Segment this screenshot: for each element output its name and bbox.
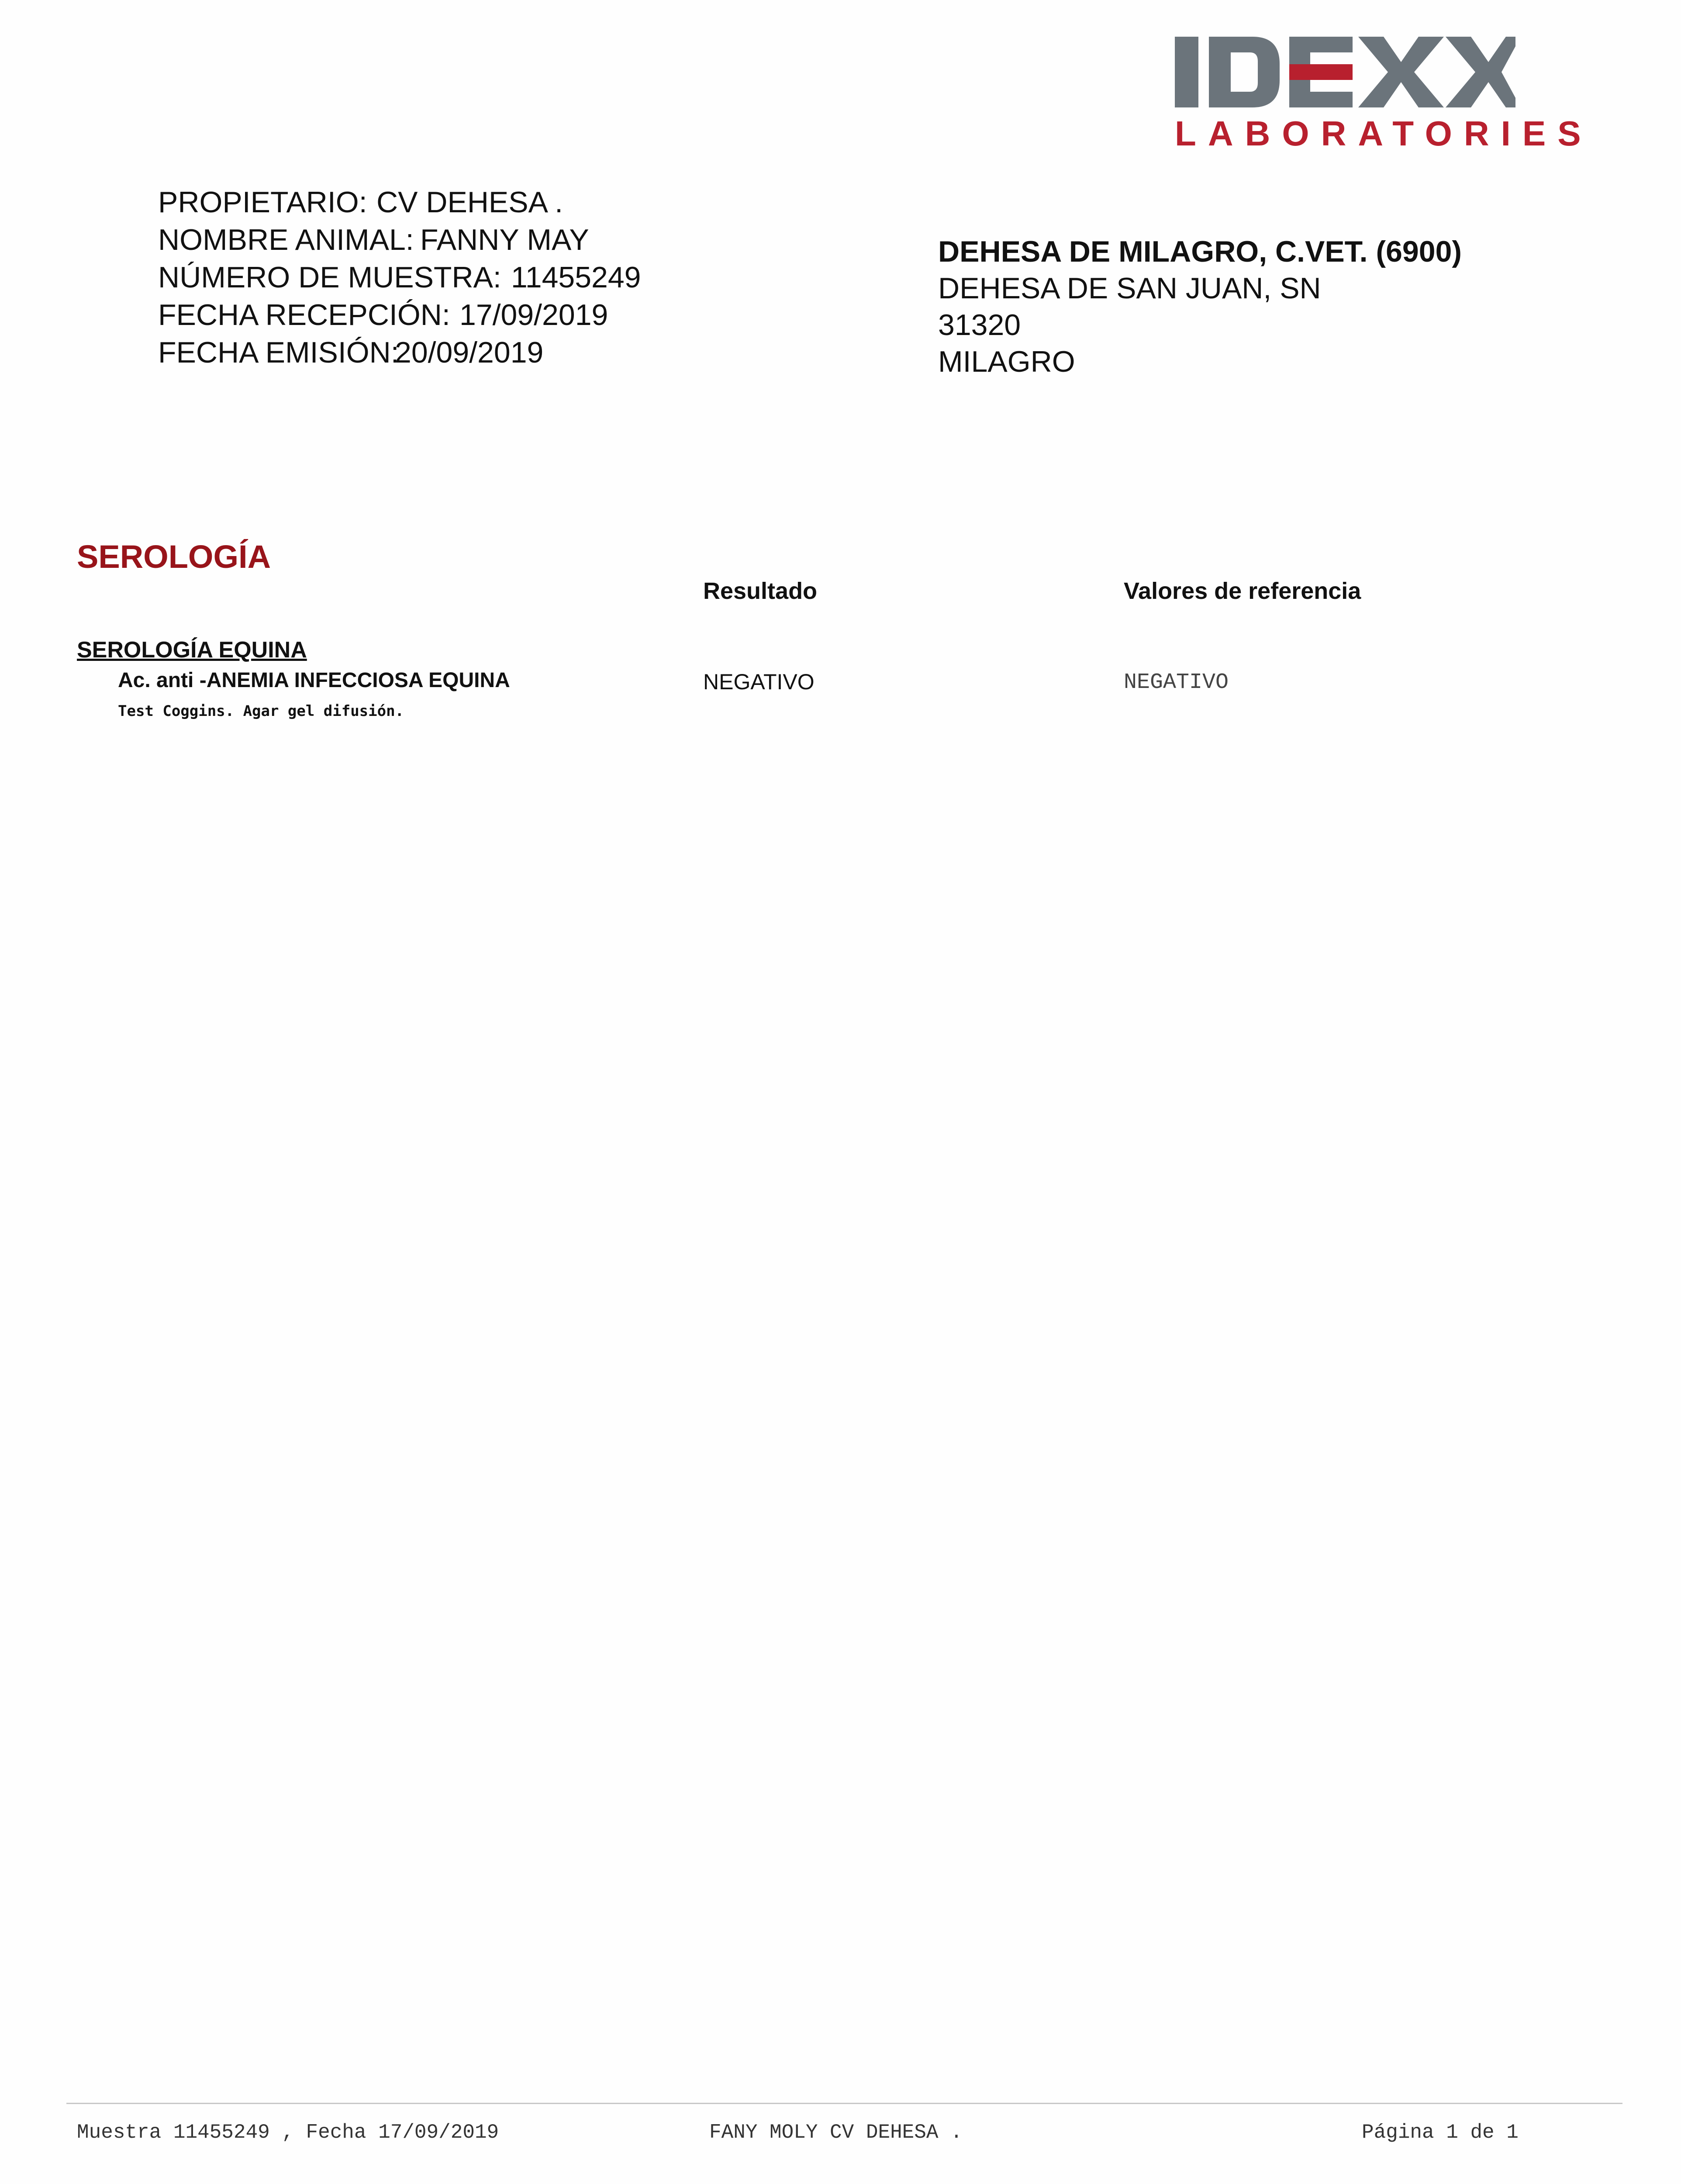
received-label: FECHA RECEPCIÓN: xyxy=(158,298,450,332)
test-method: Test Coggins. Agar gel difusión. xyxy=(118,702,404,720)
reference-column-header: Valores de referencia xyxy=(1124,578,1361,604)
idexx-logo xyxy=(1175,37,1593,155)
test-name: Ac. anti -ANEMIA INFECCIOSA EQUINA xyxy=(118,669,510,692)
test-reference-value: NEGATIVO xyxy=(1124,670,1229,695)
animal-label: NOMBRE ANIMAL: xyxy=(158,223,414,256)
clinic-name: DEHESA DE MILAGRO, C.VET. (6900) xyxy=(938,235,1462,268)
clinic-postal-code: 31320 xyxy=(938,308,1021,342)
owner-value: CV DEHESA . xyxy=(376,186,563,219)
issued-value: 20/09/2019 xyxy=(395,336,544,369)
footer-divider xyxy=(66,2103,1622,2104)
clinic-address xyxy=(938,233,1462,380)
footer-sample-info: Muestra 11455249 , Fecha 17/09/2019 xyxy=(77,2121,499,2144)
subsection-title: SEROLOGÍA EQUINA xyxy=(77,637,307,663)
clinic-street: DEHESA DE SAN JUAN, SN xyxy=(938,272,1321,305)
footer-owner-info: FANY MOLY CV DEHESA . xyxy=(709,2121,963,2144)
result-column-header: Resultado xyxy=(703,578,818,604)
sample-value: 11455249 xyxy=(511,261,641,294)
clinic-city: MILAGRO xyxy=(938,345,1075,378)
logo-tagline: LABORATORIES xyxy=(1175,114,1593,153)
owner-label: PROPIETARIO: xyxy=(158,186,367,219)
section-title: SEROLOGÍA xyxy=(77,539,271,575)
received-value: 17/09/2019 xyxy=(459,298,608,332)
animal-value: FANNY MAY xyxy=(420,223,589,256)
sample-label: NÚMERO DE MUESTRA: xyxy=(158,261,501,294)
test-result: NEGATIVO xyxy=(703,670,815,694)
footer-page-number: Página 1 de 1 xyxy=(1362,2121,1519,2144)
issued-label: FECHA EMISIÓN: xyxy=(158,336,399,369)
